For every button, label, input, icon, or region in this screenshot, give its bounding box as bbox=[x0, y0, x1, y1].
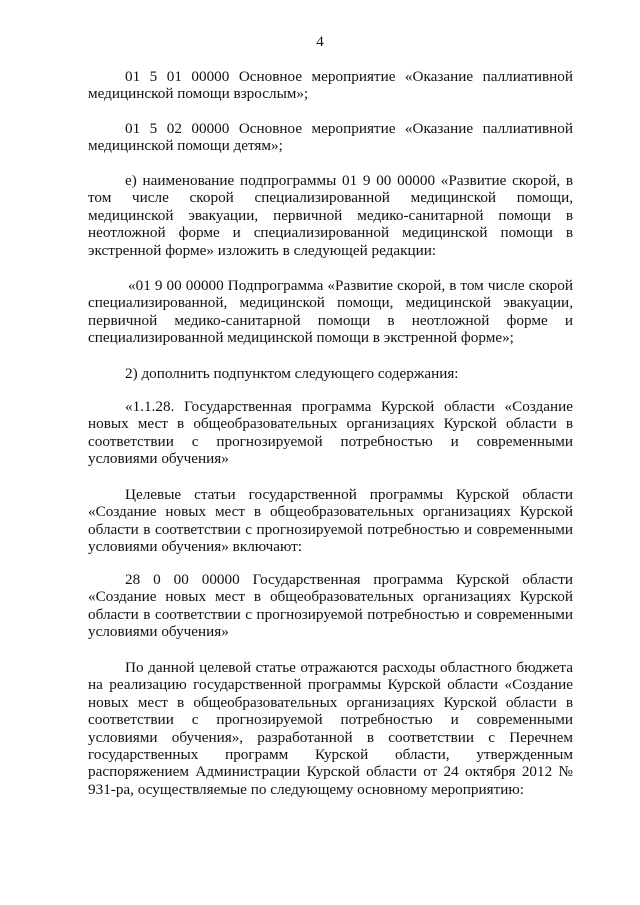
paragraph-budget-code-28-0: 28 0 00 00000 Государственная программа Курской области «Создание новых мест в общеобразовательных организациях Курской области в соответствии с прогнозируемой потребностью и современными условиями обучения» bbox=[88, 571, 573, 641]
paragraph-budget-code-01-5-02: 01 5 02 00000 Основное мероприятие «Оказание паллиативной медицинской помощи детям»; bbox=[88, 120, 573, 155]
paragraph-subprogram-new-title: «01 9 00 00000 Подпрограмма «Развитие скорой, в том числе скорой специализированной, медицинской помощи, медицинской эвакуации, первичной медико-санитарной помощи в неотложной форме и специализированной медицинской помощи в экстренной форме»; bbox=[88, 277, 573, 347]
paragraph-add-subclause: 2) дополнить подпунктом следующего содержания: bbox=[125, 365, 459, 382]
paragraph-clause-1-1-28: «1.1.28. Государственная программа Курской области «Создание новых мест в общеобразовательных организациях Курской области в соответствии с прогнозируемой потребностью и современными условиями обучения» bbox=[88, 398, 573, 468]
paragraph-budget-code-01-5-01: 01 5 01 00000 Основное мероприятие «Оказание паллиативной медицинской помощи взрослым»; bbox=[88, 68, 573, 103]
paragraph-expenditure-description: По данной целевой статье отражаются расходы областного бюджета на реализацию государственной программы Курской области «Создание новых мест в общеобразовательных организациях Курской области в соответствии с прогнозируемой потребностью и современными условиями обучения», разработанной в соответствии с Перечнем государственных программ Курской области, утвержденным распоряжением Администрации Курской области от 24 октября 2012 № 931-ра, осуществляемые по следующему основному мероприятию: bbox=[88, 659, 573, 798]
paragraph-target-articles: Целевые статьи государственной программы Курской области «Создание новых мест в общеобразовательных организациях Курской области в соответствии с прогнозируемой потребностью и современными условиями обучения» включают: bbox=[88, 486, 573, 556]
paragraph-subprogram-rename: е) наименование подпрограммы 01 9 00 00000 «Развитие скорой, в том числе скорой специализированной медицинской помощи, медицинской эвакуации, первичной медико-санитарной помощи в неотложной форме и специализированной медицинской помощи в экстренной форме» изложить в следующей редакции: bbox=[88, 172, 573, 259]
page-number: 4 bbox=[316, 34, 324, 50]
